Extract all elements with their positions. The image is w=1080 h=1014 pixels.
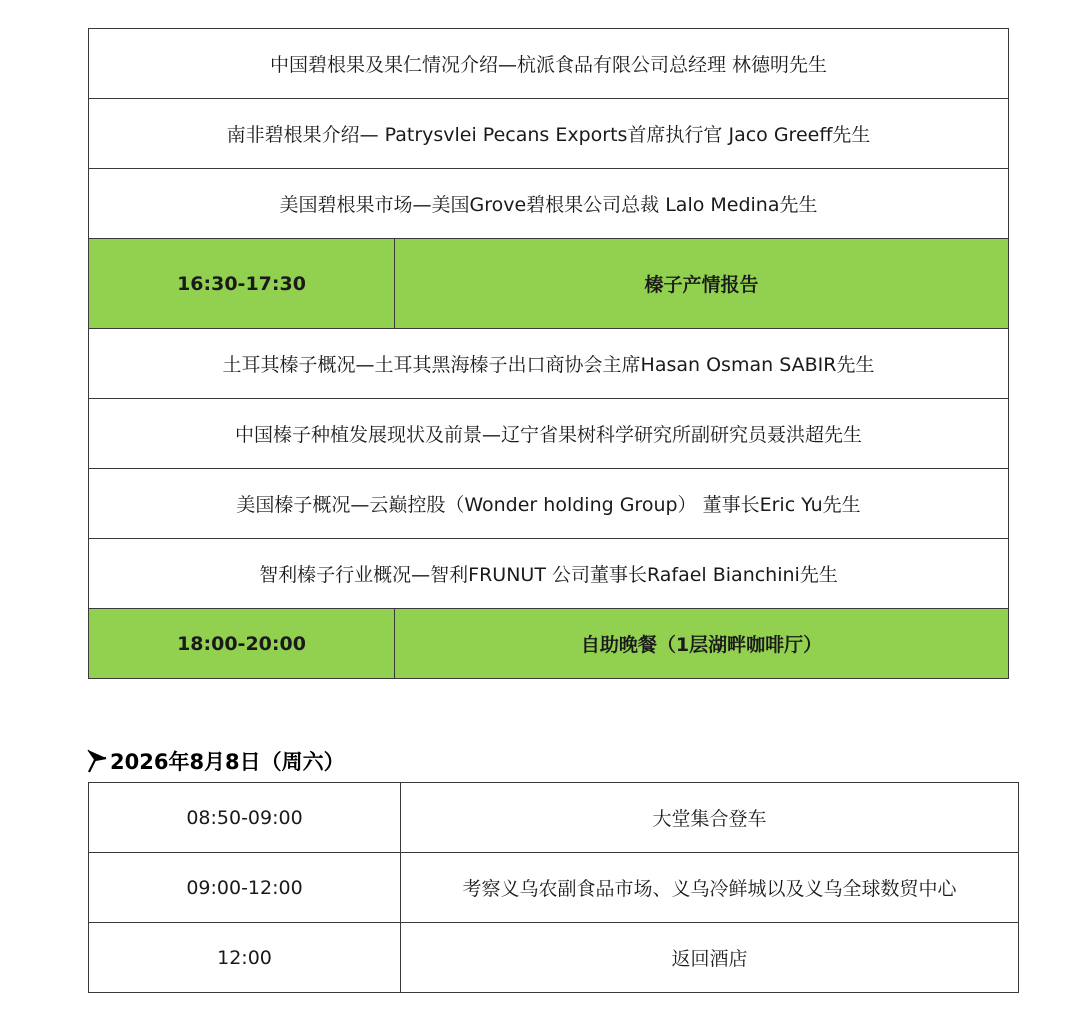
talk-cell: 中国榛子种植发展现状及前景—辽宁省果树科学研究所副研究员聂洪超先生 <box>89 399 1009 469</box>
table-row <box>89 853 1019 923</box>
section-row <box>89 609 1009 679</box>
table-row <box>89 783 1019 853</box>
table-row <box>89 469 1009 539</box>
talk-cell: 南非碧根果介绍— Patrysvlei Pecans Exports首席执行官 Jaco Greeff先生 <box>89 99 1009 169</box>
agenda-table-day1 <box>88 28 1009 679</box>
section-title-cell: 榛子产情报告 <box>395 239 1009 329</box>
time-cell: 12:00 <box>89 923 401 993</box>
arrow-bullet-icon <box>86 748 108 774</box>
section-time-cell: 16:30-17:30 <box>89 239 395 329</box>
table-row <box>89 923 1019 993</box>
table-row <box>89 99 1009 169</box>
activity-cell: 返回酒店 <box>401 923 1019 993</box>
table-row <box>89 169 1009 239</box>
activity-cell: 大堂集合登车 <box>401 783 1019 853</box>
talk-cell: 土耳其榛子概况—土耳其黑海榛子出口商协会主席Hasan Osman SABIR先生 <box>89 329 1009 399</box>
day-heading <box>86 743 345 779</box>
table-row <box>89 329 1009 399</box>
table-row <box>89 539 1009 609</box>
section-time-cell: 18:00-20:00 <box>89 609 395 679</box>
day-heading-text: 2026年8月8日（周六） <box>110 750 345 774</box>
time-cell: 08:50-09:00 <box>89 783 401 853</box>
talk-cell: 美国榛子概况—云巅控股（Wonder holding Group） 董事长Eric Yu先生 <box>89 469 1009 539</box>
section-row <box>89 239 1009 329</box>
talk-cell: 中国碧根果及果仁情况介绍—杭派食品有限公司总经理 林德明先生 <box>89 29 1009 99</box>
time-cell: 09:00-12:00 <box>89 853 401 923</box>
talk-cell: 智利榛子行业概况—智利FRUNUT 公司董事长Rafael Bianchini先生 <box>89 539 1009 609</box>
activity-cell: 考察义乌农副食品市场、义乌冷鲜城以及义乌全球数贸中心 <box>401 853 1019 923</box>
section-title-cell: 自助晚餐（1层湖畔咖啡厅） <box>395 609 1009 679</box>
agenda-table-day2 <box>88 782 1019 993</box>
table-row <box>89 399 1009 469</box>
talk-cell: 美国碧根果市场—美国Grove碧根果公司总裁 Lalo Medina先生 <box>89 169 1009 239</box>
table-row <box>89 29 1009 99</box>
